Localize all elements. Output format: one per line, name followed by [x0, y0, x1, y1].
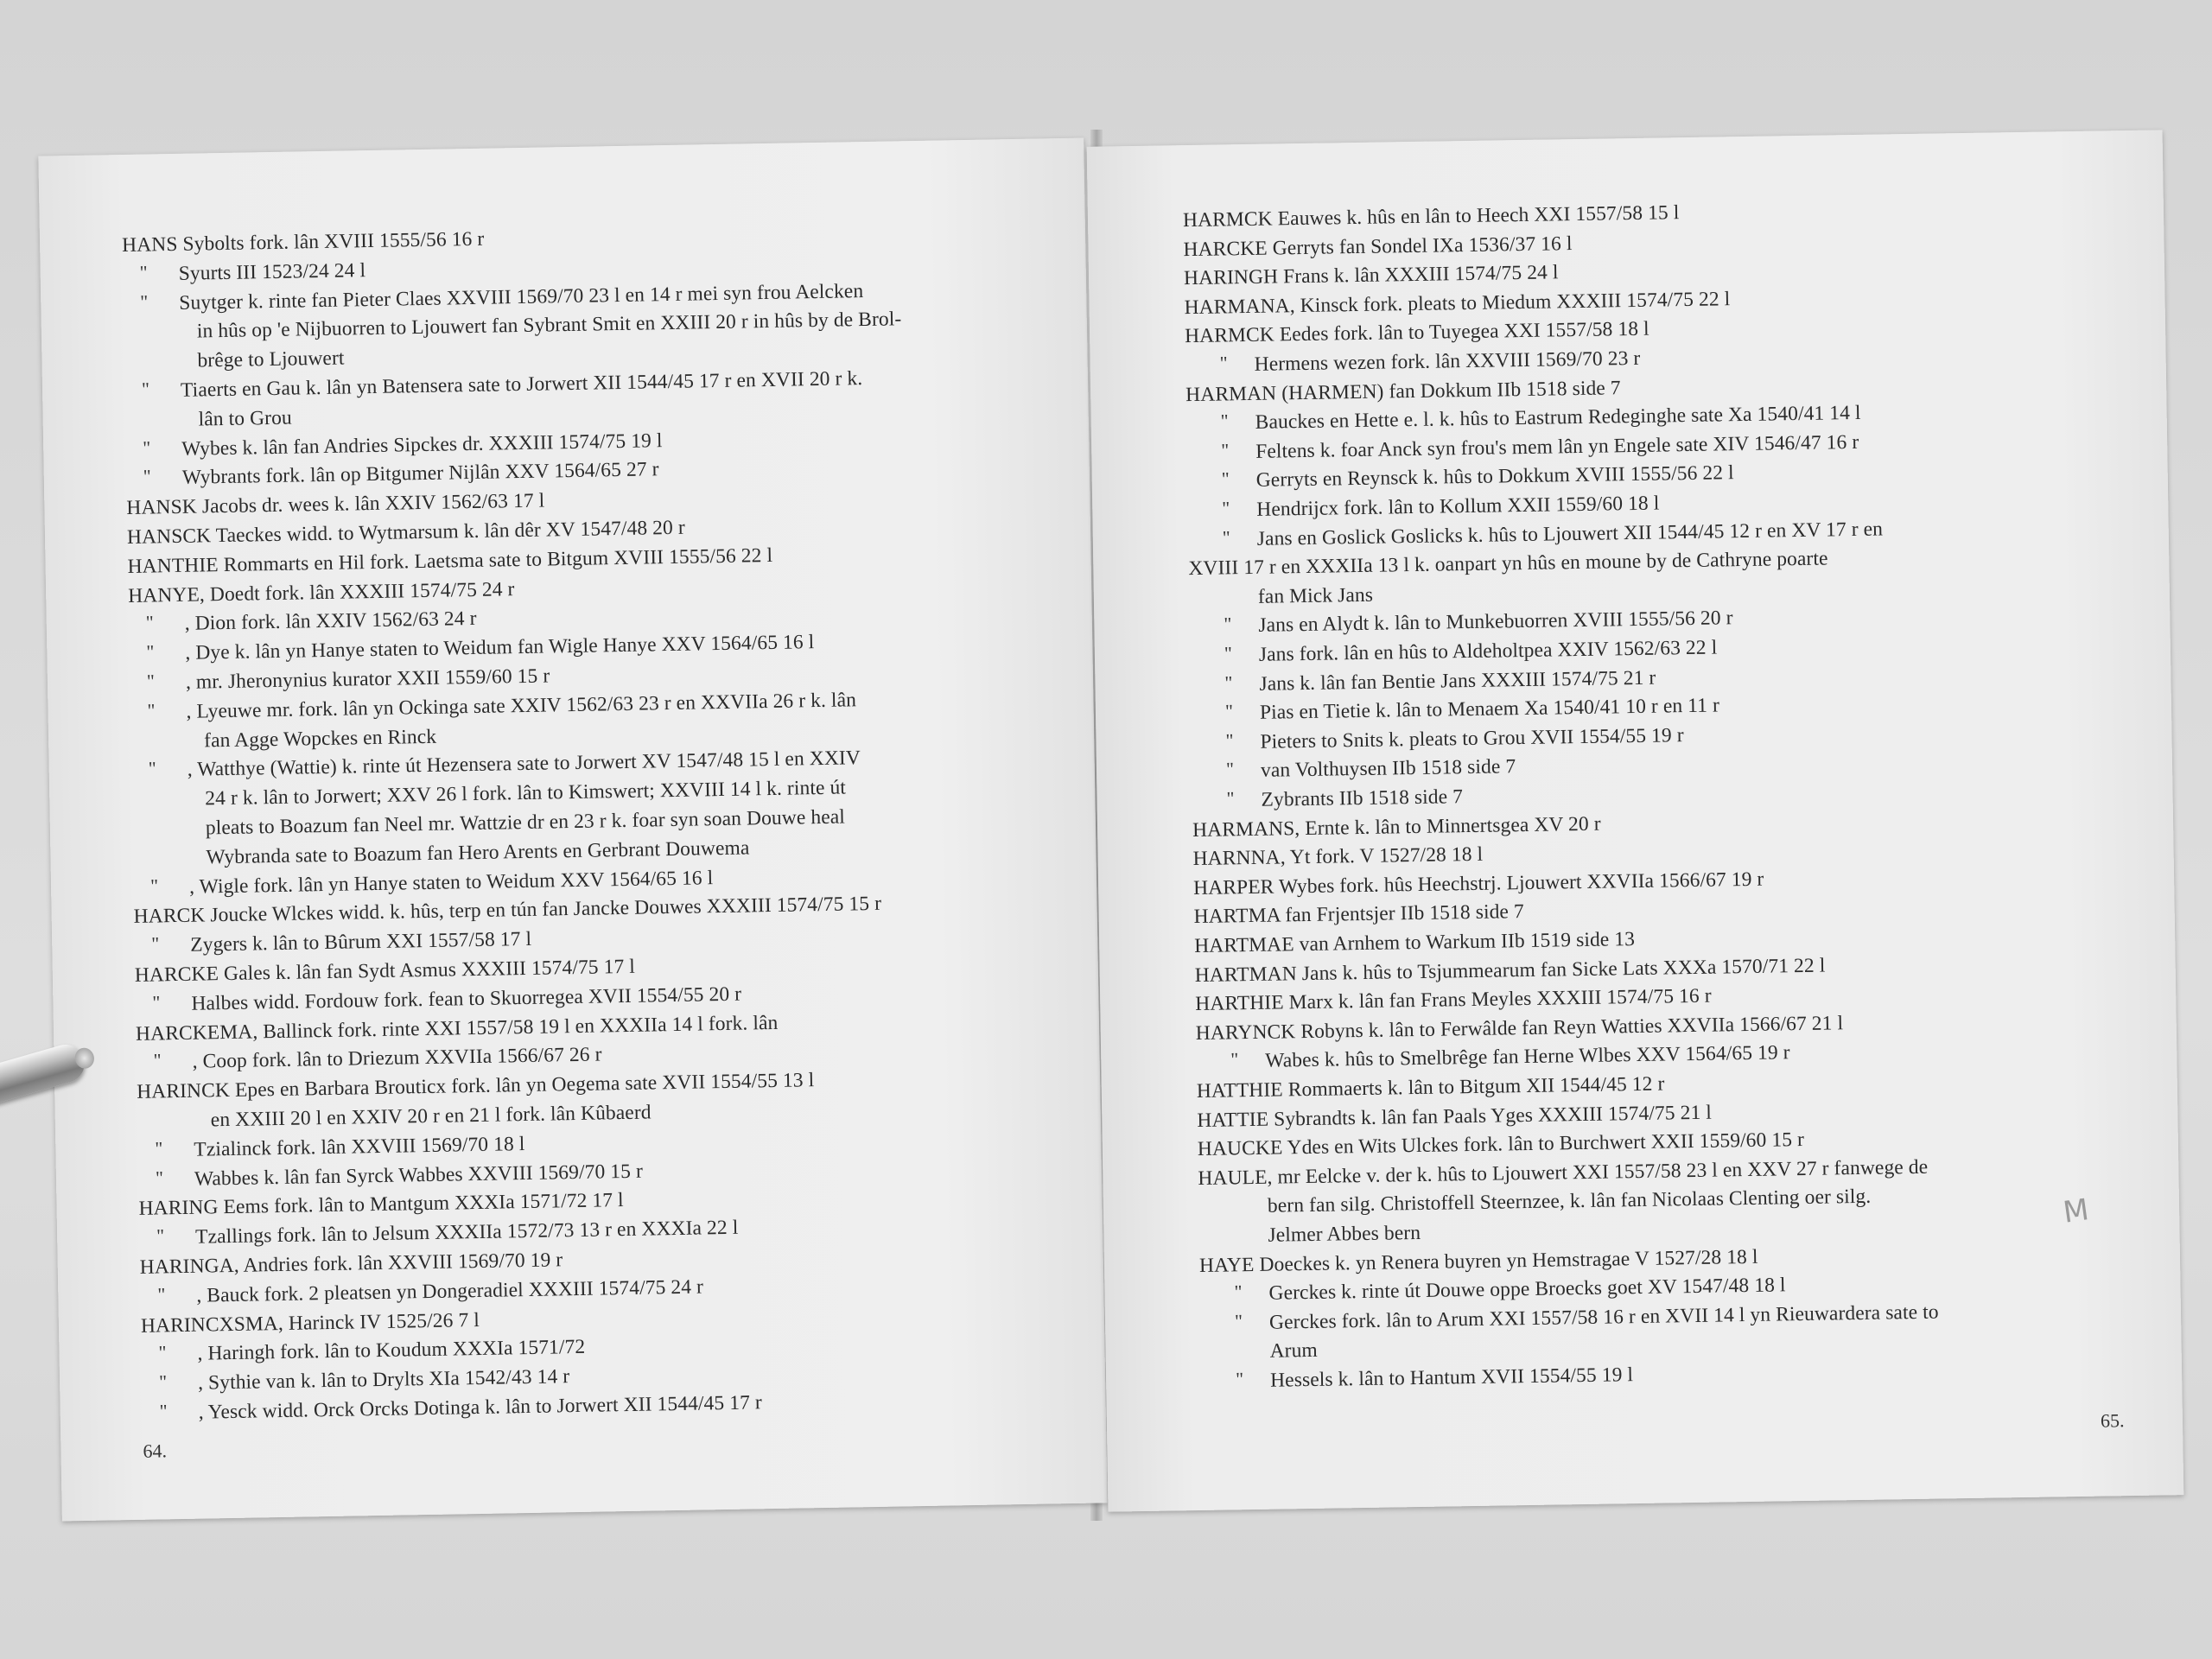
ditto-mark: " [139, 261, 148, 283]
index-entry-line: HAYE Doeckes k. yn Renera buyren yn Hemstragae V 1527/28 18 l [1198, 1245, 1758, 1277]
ditto-mark: " [155, 1166, 164, 1189]
index-entry-line: , Watthye (Wattie) k. rinte út Hezensera sate to Jorwert XV 1547/48 15 l en XXIV [187, 747, 861, 782]
index-entry-line: HARNNA, Yt fork. V 1527/28 18 l [1192, 842, 1484, 871]
ditto-mark: " [1235, 1368, 1244, 1390]
ditto-mark: " [1225, 758, 1235, 780]
index-entry-line: , Haringh fork. lân to Koudum XXXIa 1571/72 [197, 1336, 586, 1366]
index-entry-line: HARING Eems fork. lân to Mantgum XXXIa 1571/72 17 l [138, 1189, 624, 1221]
ditto-mark: " [1224, 642, 1233, 664]
left-page-entries [38, 138, 1084, 1424]
index-entry-line: , Dye k. lân yn Hanye staten to Weidum fan Wigle Hanye XXV 1564/65 16 l [185, 631, 815, 664]
left-page [38, 138, 1107, 1522]
index-entry-line: HARMAN (HARMEN) fan Dokkum IIb 1518 side 7 [1185, 376, 1621, 406]
ditto-mark: " [156, 1224, 165, 1247]
index-entry-line: lân to Grou [198, 406, 293, 431]
ditto-mark: " [1234, 1281, 1243, 1303]
index-entry-line: bern fan silg. Christoffell Steernzee, k. lân fan Nicolaas Clenting oer silg. [1267, 1185, 1872, 1218]
ditto-mark: " [1225, 729, 1234, 752]
ditto-mark: " [147, 699, 156, 721]
ditto-mark: " [1234, 1310, 1243, 1332]
index-entry-line: Wabes k. hûs to Smelbrêge fan Herne Wlbes XXV 1564/65 19 r [1265, 1041, 1790, 1073]
ditto-mark: " [146, 640, 155, 663]
index-entry-line: HAULE, mr Eelcke v. der k. hûs to Ljouwert XXI 1557/58 23 l en XXV 27 r fanwege de [1198, 1155, 1929, 1190]
ditto-mark: " [1222, 525, 1230, 549]
index-entry-line: in hûs op 'e Nijbuorren to Ljouwert fan Sybrant Smit en XXIII 20 r in hûs by de Brol- [196, 308, 902, 343]
ditto-mark: " [148, 757, 156, 779]
index-entry-line: HARINCXSMA, Harinck IV 1525/26 7 l [140, 1308, 480, 1338]
index-entry-line: HARMANS, Ernte k. lân to Minnertsgea XV 20 r [1192, 812, 1601, 842]
index-entry-line: HARCKE Gerryts fan Sondel IXa 1536/37 16 l [1183, 232, 1573, 261]
ditto-mark: " [1220, 410, 1229, 432]
index-entry-line: fan Agge Wopckes en Rinck [203, 725, 437, 753]
index-entry-line: HANSCK Taeckes widd. to Wytmarsum k. lân dêr XV 1547/48 20 r [126, 516, 686, 549]
ditto-mark: " [143, 465, 151, 488]
ditto-mark: " [1222, 497, 1230, 519]
index-entry-line: Bauckes en Hette e. l. k. hûs to Eastrum Redeginghe sate Xa 1540/41 14 l [1255, 402, 1861, 435]
page-number-right: 65. [2100, 1409, 2125, 1432]
index-entry-line: fan Mick Jans [1257, 583, 1374, 608]
ditto-mark: " [151, 932, 160, 955]
index-entry-line: HARTMAE van Arnhem to Warkum IIb 1519 side 13 [1194, 928, 1636, 958]
index-entry-line: van Volthuysen IIb 1518 side 7 [1260, 755, 1516, 783]
index-entry-line: HARYNCK Robyns k. lân to Ferwâlde fan Reyn Watties XXVIIa 1566/67 21 l [1195, 1012, 1844, 1045]
index-entry-line: Hendrijcx fork. lân to Kollum XXII 1559/60 18 l [1256, 492, 1660, 521]
index-entry-line: XVIII 17 r en XXXIIa 13 l k. oanpart yn hûs en moune by de Cathryne poarte [1188, 547, 1828, 581]
index-entry-line: HARMCK Eauwes k. hûs en lân to Heech XXI 1557/58 15 l [1182, 201, 1680, 232]
ditto-mark: " [141, 378, 150, 400]
index-entry-line: Jans en Alydt k. lân to Munkebuorren XVIII 1555/56 20 r [1258, 607, 1733, 638]
index-entry-line: HARTMA fan Frjentsjer IIb 1518 side 7 [1193, 900, 1525, 929]
index-entry-line: 24 r k. lân to Jorwert; XXV 26 l fork. lân to Kimswert; XXVIII 14 l k. rinte út [205, 776, 847, 810]
index-entry-line: HATTHIE Rommaerts k. lân to Bitgum XII 1544/45 12 r [1196, 1072, 1665, 1103]
index-entry-line: HARINGH Frans k. lân XXXIII 1574/75 24 l [1183, 261, 1559, 290]
index-entry-line: Syurts III 1523/24 24 l [178, 258, 366, 285]
index-entry-line: Tzallings fork. lân to Jelsum XXXIIa 1572/73 13 r en XXXIa 22 l [194, 1216, 739, 1249]
index-entry-line: Pias en Tietie k. lân to Menaem Xa 1540/41 10 r en 11 r [1259, 694, 1720, 724]
ditto-mark: " [1221, 439, 1230, 461]
ditto-mark: " [1219, 352, 1228, 374]
page-number-left: 64. [143, 1440, 168, 1462]
index-entry-line: Hessels k. lân to Hantum XVII 1554/55 19 l [1269, 1363, 1634, 1392]
index-entry-line: Wabbes k. lân fan Syrck Wabbes XXVIII 1569/70 15 r [194, 1160, 644, 1191]
index-entry-line: HARTMAN Jans k. hûs to Tsjummearum fan Sicke Lats XXXa 1570/71 22 l [1194, 954, 1826, 987]
index-entry-line: HARPER Wybes fork. hûs Heechstrj. Ljouwert XXVIIa 1566/67 19 r [1192, 868, 1764, 899]
index-entry-line: , Lyeuwe mr. fork. lân yn Ockinga sate XXIV 1562/63 23 r en XXVIIa 26 r k. lân [186, 689, 857, 723]
index-entry-line: Zygers k. lân to Bûrum XXI 1557/58 17 l [190, 928, 532, 957]
margin-pencil-mark: M [2061, 1192, 2091, 1230]
index-entry-line: pleats to Boazum fan Neel mr. Wattzie dr en 23 r k. foar syn soan Douwe heal [205, 805, 846, 840]
index-entry-line: Arum [1269, 1339, 1319, 1363]
ditto-mark: " [157, 1283, 166, 1306]
ditto-mark: " [142, 436, 151, 459]
ditto-mark: " [146, 670, 156, 692]
index-entry-line: Pieters to Snits k. pleats to Grou XVII 1554/55 19 r [1260, 723, 1684, 753]
ditto-mark: " [149, 874, 159, 897]
index-entry-line: HARMANA, Kinsck fork. pleats to Miedum XXXIII 1574/75 22 l [1184, 287, 1731, 319]
index-entry-line: Halbes widd. Fordouw fork. fean to Skuorregea XVII 1554/55 20 r [191, 982, 742, 1015]
index-entry-line: Wybes k. lân fan Andries Sipckes dr. XXXIII 1574/75 19 l [181, 429, 663, 461]
ditto-mark: " [1226, 787, 1235, 810]
ditto-mark: " [1224, 671, 1233, 694]
index-entry-line: Hermens wezen fork. lân XXVIII 1569/70 23 r [1254, 346, 1641, 376]
index-entry-line: Wybrants fork. lân op Bitgumer Nijlân XXV 1564/65 27 r [181, 458, 659, 490]
ditto-mark: " [145, 611, 154, 633]
index-entry-line: , mr. Jheronynius kurator XXII 1559/60 15 r [185, 664, 550, 694]
index-entry-line: HARINGA, Andries fork. lân XXVIII 1569/70 19 r [139, 1249, 563, 1279]
ditto-mark: " [155, 1137, 163, 1160]
index-entry-line: Jans k. lân fan Bentie Jans XXXIII 1574/75 21 r [1259, 666, 1656, 696]
right-page-entries [1087, 130, 2163, 1392]
index-entry-line: HANS Sybolts fork. lân XVIII 1555/56 16 r [121, 227, 485, 257]
index-entry-line: HARMCK Eedes fork. lân to Tuyegea XXI 1557/58 18 l [1184, 318, 1649, 348]
ditto-mark: " [1221, 467, 1230, 490]
index-entry-line: HARINCK Epes en Barbara Brouticx fork. lân yn Oegema sate XVII 1554/55 13 l [137, 1069, 815, 1104]
index-entry-line: HAUCKE Ydes en Wits Ulckes fork. lân to Burchwert XXII 1559/60 15 r [1197, 1128, 1805, 1161]
index-entry-line: Suytger k. rinte fan Pieter Claes XXVIII 1569/70 23 l en 14 r mei syn frou Aelcken [179, 279, 864, 315]
index-entry-line: Gerckes k. rinte út Douwe oppe Broecks goet XV 1547/48 18 l [1268, 1274, 1786, 1305]
index-entry-line: HARCKEMA, Ballinck fork. rinte XXI 1557/58 19 l en XXXIIa 14 l fork. lân [135, 1011, 779, 1046]
index-entry-line: HARCK Joucke Wlckes widd. k. hûs, terp en tún fan Jancke Douwes XXXIII 1574/75 15 r [133, 893, 882, 929]
index-entry-line: Feltens k. foar Anck syn frou's mem lân yn Engele sate XIV 1546/47 16 r [1255, 430, 1859, 463]
index-entry-line: HANSK Jacobs dr. wees k. lân XXIV 1562/63 17 l [126, 489, 545, 520]
index-entry-line: HANYE, Doedt fork. lân XXXIII 1574/75 24 r [127, 577, 515, 607]
index-entry-line: Wybranda sate to Boazum fan Hero Arents en Gerbrant Douwema [206, 836, 750, 869]
ditto-mark: " [152, 991, 161, 1014]
index-entry-line: , Wigle fork. lân yn Hanye staten to Weidum XXV 1564/65 16 l [188, 866, 714, 899]
index-entry-line: Tzialinck fork. lân XXVIII 1569/70 18 l [194, 1132, 525, 1161]
index-entry-line: Jans fork. lân en hûs to Aldeholtpea XXIV 1562/63 22 l [1258, 636, 1718, 666]
ditto-mark: " [158, 1370, 168, 1393]
index-entry-line: , Sythie van k. lân to Drylts XIa 1542/43 14 r [197, 1365, 570, 1395]
ditto-mark: " [1224, 700, 1234, 722]
index-entry-line: Gerckes fork. lân to Arum XXI 1557/58 16 r en XVII 14 l yn Rieuwardera sate to [1268, 1300, 1939, 1334]
index-entry-line: Zybrants IIb 1518 side 7 [1261, 785, 1464, 811]
index-entry-line: en XXIII 20 l en XXIV 20 r en 21 l fork. lân Kûbaerd [210, 1101, 652, 1132]
index-entry-line: HARCKE Gales k. lân fan Sydt Asmus XXXIII 1574/75 17 l [134, 955, 636, 987]
ditto-mark: " [158, 1341, 167, 1363]
right-page [1087, 130, 2184, 1511]
index-entry-line: HANTHIE Rommarts en Hil fork. Laetsma sate to Bitgum XVIII 1555/56 22 l [127, 543, 773, 578]
index-entry-line: brêge to Ljouwert [197, 346, 345, 372]
ditto-mark: " [159, 1400, 168, 1422]
index-entry-line: Gerryts en Reynsck k. hûs to Dokkum XVIII 1555/56 22 l [1255, 461, 1734, 493]
index-entry-line: HATTIE Sybrandts k. lân fan Paals Yges XXXIII 1574/75 21 l [1197, 1101, 1713, 1132]
index-entry-line: , Coop fork. lân to Driezum XXVIIa 1566/67 26 r [192, 1043, 602, 1074]
index-entry-line: HARTHIE Marx k. lân fan Frans Meyles XXXIII 1574/75 16 r [1195, 984, 1712, 1016]
ditto-mark: " [1224, 613, 1232, 635]
index-entry-line: , Dion fork. lân XXIV 1562/63 24 r [184, 607, 477, 636]
ditto-mark: " [1230, 1048, 1239, 1071]
index-entry-line: Jelmer Abbes bern [1268, 1221, 1421, 1247]
index-entry-line: Tiaerts en Gau k. lân yn Batensera sate to Jorwert XII 1544/45 17 r en XVII 20 r k. [180, 367, 863, 402]
ditto-mark: " [153, 1049, 162, 1071]
ditto-mark: " [140, 290, 149, 313]
index-entry-line: , Bauck fork. 2 pleatsen yn Dongeradiel XXXIII 1574/75 24 r [196, 1275, 704, 1307]
index-entry-line: , Yesck widd. Orck Orcks Dotinga k. lân to Jorwert XII 1544/45 17 r [198, 1391, 763, 1424]
index-entry-line: Jans en Goslick Goslicks k. hûs to Ljouwert XII 1544/45 12 r en XV 17 r en [1256, 518, 1884, 550]
